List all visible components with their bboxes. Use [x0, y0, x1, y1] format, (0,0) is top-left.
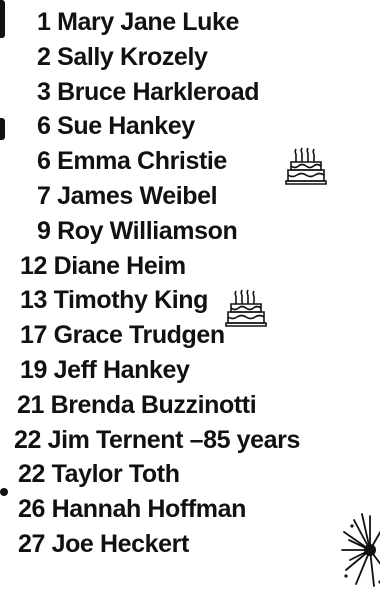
entry-name: Sue Hankey	[57, 112, 195, 141]
entry-name: Jim Ternent	[47, 425, 184, 454]
entry-name: James Weibel	[57, 181, 218, 210]
birthday-entry	[0, 318, 380, 353]
firework-icon	[340, 510, 380, 590]
entry-day: 2	[37, 42, 51, 71]
entry-day: 12	[20, 251, 48, 280]
entry-day: 26	[18, 495, 46, 524]
age-note: 85 years	[203, 425, 300, 454]
entry-name: Mary Jane Luke	[57, 8, 240, 36]
birthday-entry	[0, 214, 380, 249]
entry-day: 6	[37, 112, 51, 141]
entry-name: Jeff Hankey	[53, 355, 190, 384]
entry-dash: –	[189, 425, 204, 454]
birthday-cake-icon	[285, 145, 329, 189]
birthday-entry	[0, 109, 380, 144]
entry-name: Emma Christie	[57, 147, 227, 176]
entry-day: 13	[20, 286, 48, 315]
birthday-entry	[0, 249, 380, 284]
entry-name: Bruce Harkleroad	[57, 77, 260, 106]
entry-name: Joe Heckert	[51, 529, 189, 558]
birthday-entry	[0, 492, 380, 527]
birthday-entry	[0, 388, 380, 423]
birthday-entry	[0, 457, 380, 492]
entry-day: 17	[20, 321, 48, 350]
birthday-entry	[0, 423, 380, 458]
entry-day: 22	[18, 460, 46, 489]
entry-day: 22	[14, 425, 42, 454]
birthday-entry	[0, 40, 380, 75]
birthday-entry	[0, 283, 380, 318]
entry-day: 1	[37, 8, 51, 36]
entry-name: Roy Williamson	[57, 216, 238, 245]
birthday-entry	[0, 75, 380, 110]
entry-day: 7	[37, 181, 51, 210]
entry-name: Hannah Hoffman	[51, 495, 246, 524]
birthday-entry	[0, 527, 380, 562]
entry-name: Taylor Toth	[51, 460, 180, 489]
entry-day: 3	[37, 77, 51, 106]
entry-day: 21	[17, 390, 45, 419]
entry-day: 9	[37, 216, 51, 245]
birthday-entry	[0, 5, 380, 40]
entry-name: Grace Trudgen	[53, 321, 225, 350]
birthday-list	[0, 5, 380, 562]
entry-name: Sally Krozely	[57, 42, 208, 71]
entry-name: Brenda Buzzinotti	[50, 390, 257, 419]
entry-name: Timothy King	[53, 286, 209, 315]
birthday-cake-icon	[225, 287, 269, 331]
entry-day: 27	[18, 529, 46, 558]
entry-day: 19	[20, 355, 48, 384]
entry-day: 6	[37, 147, 51, 176]
birthday-entry	[0, 353, 380, 388]
entry-name: Diane Heim	[53, 251, 186, 280]
